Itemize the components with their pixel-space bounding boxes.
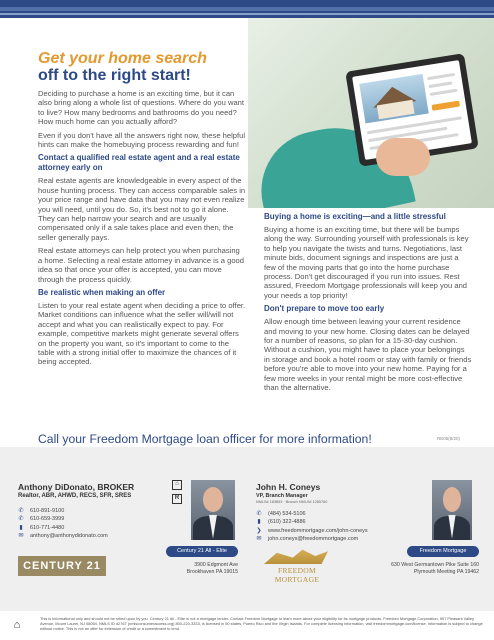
hero-screen-line	[427, 73, 455, 80]
top-band-stripe	[0, 7, 494, 11]
section-heading-agent-attorney: Contact a qualified real estate agent and a real estate attorney early on	[38, 153, 240, 173]
agent-title: Realtor, ABR, AHWD, RECS, SFR, SRES	[18, 493, 132, 499]
lo-address-line2: Plymouth Meeting PA 19462	[413, 568, 479, 575]
equal-housing-small-icon: ⌂	[172, 480, 182, 490]
agent-phone-3[interactable]: 610-771-4480	[30, 524, 65, 531]
loan-officer-photo	[432, 480, 472, 540]
agent-email-row	[18, 532, 108, 540]
section-agent-paragraph: Real estate agents are knowledgeable in every aspect of the house hunting process. They can access comparable sales in your price range and have data that you may not even realize you will need, until you do. So, it's best not to go it alone. They can help narrow your search and are usually compensated only if a sale takes place and even then, the seller generally pays.	[38, 176, 246, 242]
freedom-mortgage-logo	[256, 548, 338, 584]
chevron-right-icon: ❯	[256, 527, 262, 534]
loan-officer-nmls: NMLS# 183853 · Branch NMLS# 1285760	[256, 500, 328, 504]
agent-phone-row	[18, 515, 108, 523]
phone-icon: ✆	[18, 516, 24, 523]
right-column	[264, 212, 472, 397]
equal-housing-icon: ⌂	[13, 619, 21, 631]
hero-screen-button	[431, 101, 460, 111]
top-band-stripe-light	[0, 13, 494, 15]
agent-office-badge: Century 21 All - Elite	[166, 546, 238, 557]
lo-web-row	[256, 527, 368, 535]
hero-screen-line	[428, 81, 452, 88]
intro-paragraph-2: Even if you don't have all the answers right now, these helpful hints can make the homebuying process rewarding and fun!	[38, 130, 246, 150]
agent-phone-2[interactable]: 610-659-3999	[30, 516, 65, 523]
lo-photo-head	[443, 487, 461, 512]
hero-hand	[376, 138, 430, 176]
freedom-mortgage-wordmark: FREEDOM MORTGAGE	[274, 566, 320, 584]
agent-phone-1[interactable]: 610-891-9100	[30, 508, 65, 514]
agent-phone-row	[18, 507, 108, 515]
section-offer-paragraph: Listen to your real estate agent when deciding a price to offer. Market conditions can influence what the seller will/will not accept and what you can realistically expect to pay. For example, competitive markets might generate several offers on the property you want, so it's important to come to the table with a strong initial offer to maximize the chances of it being accepted.	[38, 300, 246, 367]
lo-email[interactable]: john.coneys@freedommortgage.com	[268, 536, 359, 543]
agent-name: Anthony DiDonato, BROKER	[18, 482, 135, 492]
agent-address	[150, 562, 238, 575]
section-attorney-paragraph: Real estate attorneys can help protect you when purchasing a home. Selecting a real estate attorney in advance is a good idea so that once your offer is accepted, you can move through the process quickly.	[38, 246, 245, 284]
lo-address-line1: 630 West Germantown Pike Suite 160	[391, 562, 479, 568]
eagle-icon	[264, 548, 328, 564]
agent-address-line1: 3900 Edgmont Ave	[194, 562, 238, 568]
headline-line2: off to the right start!	[38, 67, 191, 84]
section-heading-stressful: Buying a home is exciting—and a little stressful	[264, 212, 446, 221]
agent-address-line2: Brookhaven PA 19015	[186, 568, 238, 575]
loan-officer-contact-list	[256, 510, 368, 544]
headline-line1: Get your home search	[38, 50, 207, 67]
hero-photo-tablet	[248, 18, 494, 208]
loan-officer-name: John H. Coneys	[256, 482, 321, 492]
section-move-paragraph: Allow enough time between leaving your current residence and moving to your new home. Closing dates can be delayed for a number of reasons, so plan for a 15-30-day cushion. Without a cushion, you might have to place your belongings in storage and book a hotel room or stay with family or friends before you're able to move into your new home. Paying for a few more weeks in your rental might be more cost-effective than the alternative.	[264, 317, 472, 393]
lo-website[interactable]: www.freedommortgage.com/john-coneys	[268, 527, 368, 534]
envelope-icon: ✉	[256, 536, 262, 543]
mobile-icon: ▮	[257, 519, 261, 526]
lo-phone-row	[256, 510, 368, 518]
left-column	[38, 89, 246, 371]
agent-photo	[191, 480, 235, 540]
section-heading-move: Don't prepare to move too early	[264, 304, 385, 314]
hero-screen-line	[430, 89, 458, 96]
agent-contact-list	[18, 507, 108, 541]
call-to-action: Call your Freedom Mortgage loan officer for more information!	[38, 432, 372, 446]
intro-paragraph-1: Deciding to purchase a home is an exciting time, but it can also bring along a whole list of questions. Where do you want to live? How many bedrooms and bathrooms do you need? How much home can you actually afford?	[38, 89, 244, 127]
top-band	[0, 0, 494, 18]
document-id: RE05(8/20)	[437, 436, 461, 441]
disclaimer: This is informational only and should not be relied upon by you. Century 21 All - Elite is not a mortgage lender. Contact Freedom Mortgage to learn more about your eligibility for its mortgage products. Freedom Mortgage Corporation, 907 Pleasant Valley Avenue, Mount Laurel, NJ 08054. NMLS ID #2767 (nmlsconsumeraccess.org) 800-220-3333, is licensed in 50 states, Puerto Rico and the Virgin Islands. For complete licensing information, visit freedommortgage.com/license. Information is subject to change without notice. This is not an offer for extension of credit or a commitment to lend.	[40, 616, 483, 632]
section-heading-offer: Be realistic when making an offer	[38, 287, 166, 297]
section-stressful-paragraph: Buying a home is an exciting time, but there will be bumps along the way. Surrounding yourself with professionals is key to help you navigate the twists and turns. Negotiations, last minute bids, document signings and inspections are just a few of the moving parts that go into the home purchase process. Don't get discouraged if you run into issues. Rest assured, Freedom Mortgage professionals will keep you and your needs a top priority!	[264, 225, 469, 300]
realtor-r-icon: R	[172, 494, 182, 504]
loan-officer-title: VP, Branch Manager	[256, 493, 308, 499]
agent-photo-head	[203, 487, 223, 512]
lo-phone-row	[256, 518, 368, 526]
lo-phone-2[interactable]: (610) 322-4886	[268, 519, 306, 526]
mobile-icon: ▮	[19, 524, 23, 531]
lo-office-badge: Freedom Mortgage	[407, 546, 479, 557]
lo-phone-1[interactable]: (484) 534-5106	[268, 511, 306, 517]
lo-email-row	[256, 535, 368, 543]
lo-address	[362, 562, 479, 575]
envelope-icon: ✉	[18, 533, 24, 540]
phone-icon: ✆	[18, 508, 24, 514]
hero-house-icon	[359, 74, 428, 124]
century21-logo: CENTURY 21	[18, 556, 106, 576]
agent-email[interactable]: anthony@anthonydidonato.com	[30, 533, 108, 540]
realtor-logos	[172, 480, 182, 508]
agent-phone-row	[18, 524, 108, 532]
phone-icon: ✆	[256, 511, 262, 517]
